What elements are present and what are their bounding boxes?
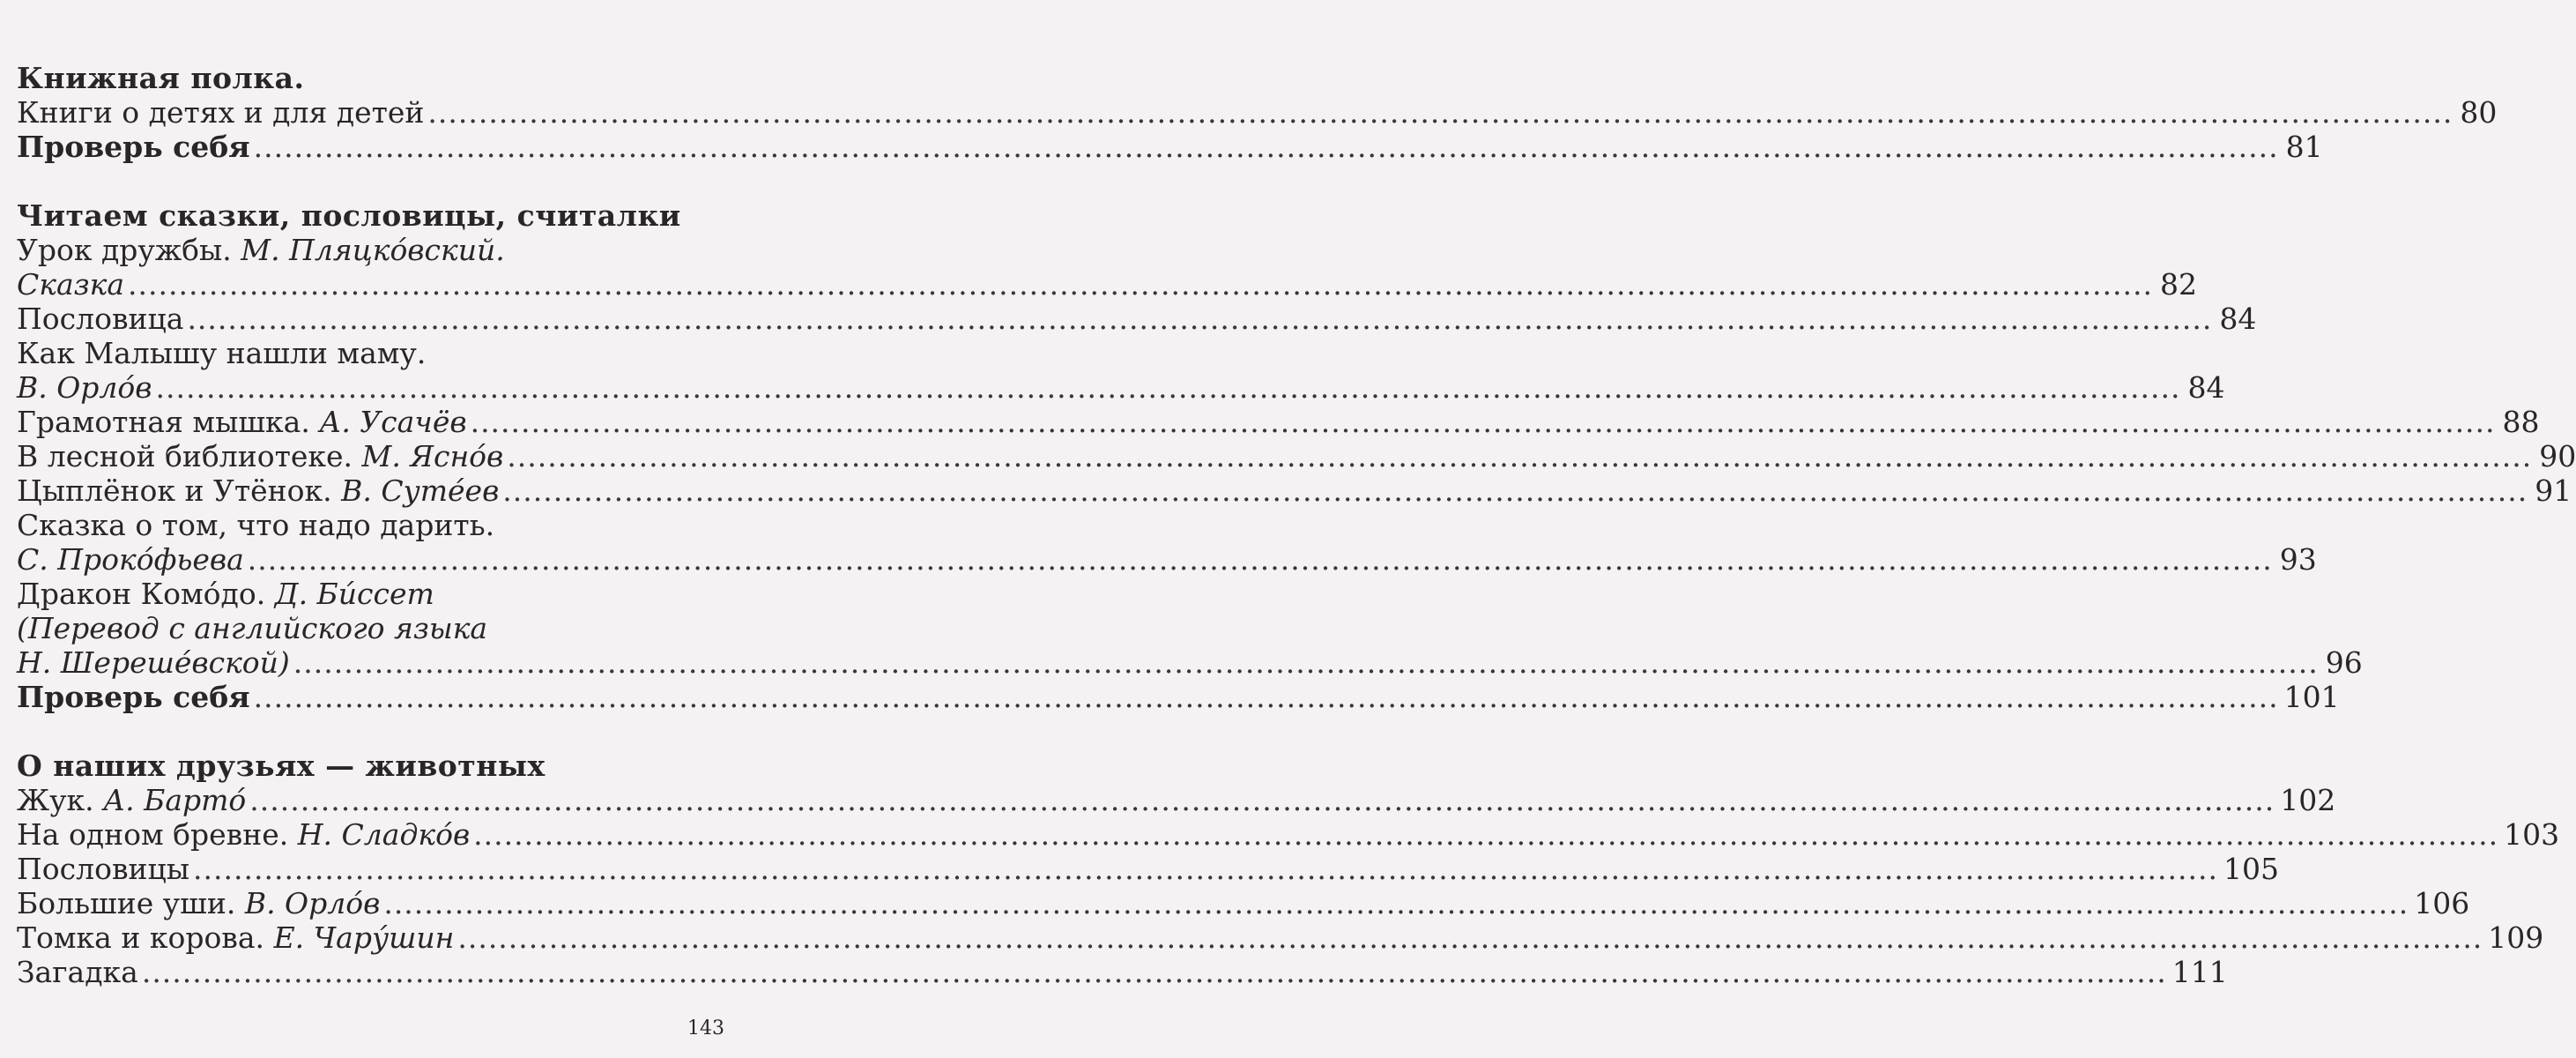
dot-leader: ........................................................................................................................................................................................................	[473, 817, 2499, 852]
toc-entry	[17, 955, 2228, 989]
entry-author: М. Пляцко́вский.	[241, 233, 505, 267]
toc-entry-line	[17, 611, 718, 645]
entry-title: Проверь себя	[17, 130, 250, 164]
entry-title: Большие уши.	[17, 886, 236, 920]
entry-translator: Н. Шереше́вской)	[17, 645, 290, 680]
entry-page: 84	[2219, 302, 2257, 336]
dot-leader: ........................................................................................................................................................................................................	[141, 955, 2167, 989]
dot-leader: ........................................................................................................................................................................................................	[193, 852, 2218, 886]
table-of-contents	[17, 61, 2576, 989]
entry-page: 82	[2159, 267, 2197, 302]
entry-page: 90	[2539, 439, 2576, 473]
toc-entry	[17, 95, 2498, 130]
entry-title: Пословицы	[17, 852, 190, 886]
toc-entry	[17, 783, 2336, 817]
toc-entry-line	[17, 508, 718, 542]
toc-entry	[17, 886, 2470, 920]
entry-title: Жук.	[17, 783, 94, 817]
entry-author: М. Ясно́в	[361, 439, 504, 473]
entry-page: 80	[2460, 95, 2498, 130]
entry-title: Грамотная мышка.	[17, 405, 310, 439]
dot-leader: ........................................................................................................................................................................................................	[247, 542, 2273, 577]
entry-title: Книги о детях и для детей	[17, 95, 425, 130]
toc-entry	[17, 542, 2317, 577]
entry-page: 103	[2504, 817, 2560, 852]
entry-title: В лесной библиотеке.	[17, 439, 353, 473]
toc-entry	[17, 370, 2225, 405]
dot-leader: ........................................................................................................................................................................................................	[253, 130, 2279, 164]
entry-author: А. Усачёв	[319, 405, 467, 439]
toc-entry-line	[17, 336, 718, 370]
dot-leader: ........................................................................................................................................................................................................	[457, 920, 2483, 955]
entry-author: Е. Чару́шин	[273, 920, 455, 955]
dot-leader: ........................................................................................................................................................................................................	[507, 439, 2533, 473]
entry-page: 81	[2285, 130, 2323, 164]
toc-entry	[17, 645, 2363, 680]
entry-translation-note: (Перевод с английского языка	[17, 611, 488, 645]
entry-title: Томка и корова.	[17, 920, 265, 955]
toc-entry	[17, 680, 2340, 714]
dot-leader: ........................................................................................................................................................................................................	[187, 302, 2213, 336]
section-gap	[17, 714, 718, 749]
entry-title: На одном бревне.	[17, 817, 289, 852]
entry-page: 105	[2223, 852, 2279, 886]
toc-entry	[17, 405, 2540, 439]
entry-author: В. Орло́в	[17, 370, 152, 405]
entry-page: 109	[2488, 920, 2544, 955]
toc-entry-line	[17, 577, 718, 611]
entry-title: Дракон Комо́до.	[17, 577, 266, 611]
entry-title: Как Малышу нашли маму.	[17, 336, 427, 370]
dot-leader: ........................................................................................................................................................................................................	[249, 783, 2275, 817]
dot-leader: ........................................................................................................................................................................................................	[470, 405, 2496, 439]
toc-entry	[17, 817, 2560, 852]
toc-entry	[17, 439, 2576, 473]
entry-title: Сказка о том, что надо дарить.	[17, 508, 495, 542]
entry-author: В. Орло́в	[244, 886, 381, 920]
toc-entry-line	[17, 233, 718, 267]
entry-page: 93	[2279, 542, 2317, 577]
entry-author: С. Проко́фьева	[17, 542, 244, 577]
section-title: Читаем сказки, пословицы, считалки	[17, 198, 681, 233]
entry-author: Д. Би́ссет	[274, 577, 434, 611]
dot-leader: ........................................................................................................................................................................................................	[293, 645, 2319, 680]
entry-page: 102	[2280, 783, 2336, 817]
dot-leader: ........................................................................................................................................................................................................	[128, 267, 2153, 302]
entry-page: 91	[2535, 473, 2572, 508]
dot-leader: ........................................................................................................................................................................................................	[427, 95, 2454, 130]
toc-entry	[17, 267, 2197, 302]
entry-title: Урок дружбы.	[17, 233, 232, 267]
toc-entry	[17, 473, 2572, 508]
entry-page: 88	[2502, 405, 2540, 439]
dot-leader: ........................................................................................................................................................................................................	[383, 886, 2409, 920]
section-title: Книжная полка.	[17, 61, 305, 95]
entry-page: 111	[2171, 955, 2228, 989]
entry-author: В. Суте́ев	[341, 473, 500, 508]
entry-title: Пословица	[17, 302, 184, 336]
entry-title: Цыплёнок и Утёнок.	[17, 473, 332, 508]
toc-entry	[17, 852, 2279, 886]
entry-author: А. Барто́	[103, 783, 247, 817]
entry-page: 106	[2414, 886, 2470, 920]
entry-subtitle: Сказка	[17, 267, 125, 302]
entry-page: 101	[2283, 680, 2340, 714]
entry-page: 84	[2187, 370, 2225, 405]
toc-entry	[17, 130, 2323, 164]
dot-leader: ........................................................................................................................................................................................................	[155, 370, 2181, 405]
section-gap	[17, 164, 718, 198]
entry-author: Н. Сладко́в	[297, 817, 471, 852]
section-title: О наших друзьях — животных	[17, 749, 546, 783]
page-number: 143	[687, 1017, 724, 1039]
dot-leader: ........................................................................................................................................................................................................	[253, 680, 2279, 714]
toc-entry	[17, 920, 2544, 955]
dot-leader: ........................................................................................................................................................................................................	[502, 473, 2528, 508]
toc-entry	[17, 302, 2257, 336]
entry-page: 96	[2325, 645, 2363, 680]
entry-title: Загадка	[17, 955, 138, 989]
entry-title: Проверь себя	[17, 680, 250, 714]
